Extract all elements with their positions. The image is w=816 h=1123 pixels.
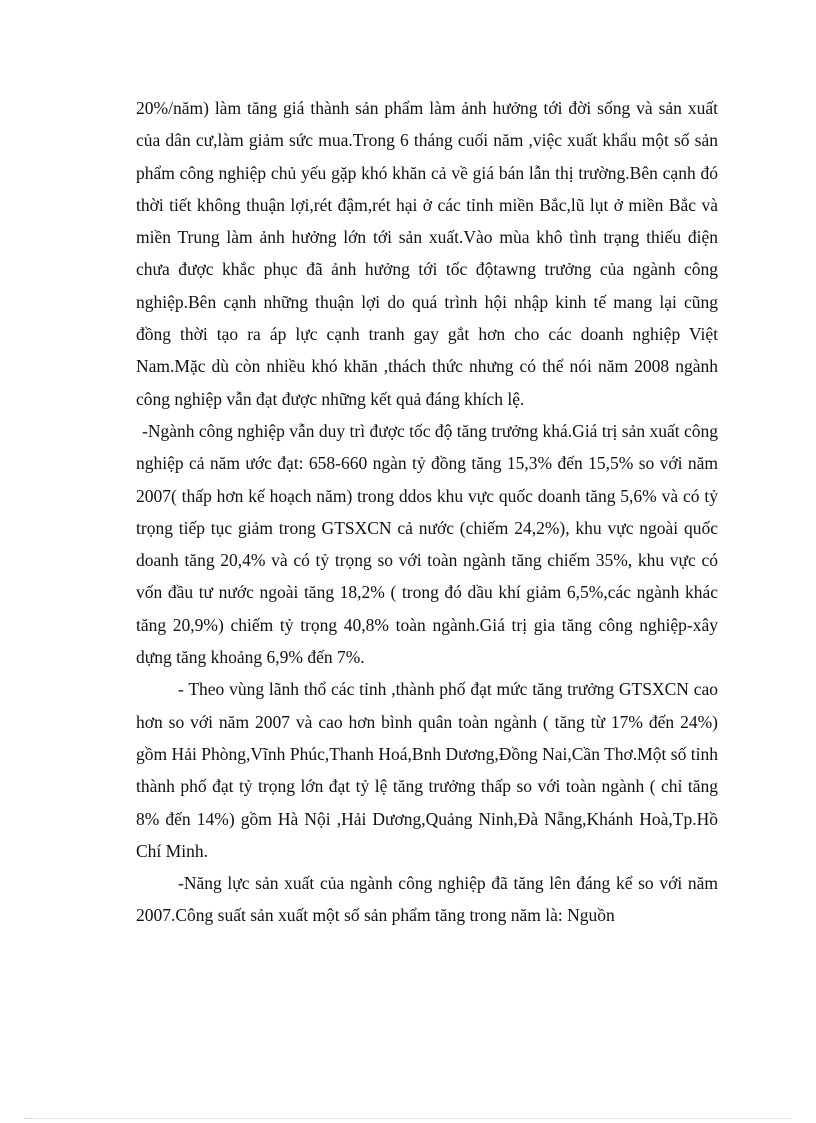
body-text (136, 92, 718, 932)
page-bottom-divider (24, 1118, 792, 1119)
paragraph-2: -Ngành công nghiệp vẫn duy trì được tốc độ tăng trưởng khá.Giá trị sản xuất công nghiệp cả năm ước đạt: 658-660 ngàn tỷ đồng tăng 15,3% đến 15,5% so với năm 2007( thấp hơn kế hoạch năm) trong ddos khu vực quốc doanh tăng 5,6% và có tỷ trọng tiếp tục giảm trong GTSXCN cả nước (chiếm 24,2%), khu vực ngoài quốc doanh tăng 20,4% và có tỷ trọng so với toàn ngành tăng chiếm 35%, khu vực có vốn đầu tư nước ngoài tăng 18,2% ( trong đó dầu khí giảm 6,5%,các ngành khác tăng 20,9%) chiếm tỷ trọng 40,8% toàn ngành.Giá trị gia tăng công nghiệp-xây dựng tăng khoảng 6,9% đến 7%. (136, 420, 718, 668)
paragraph-1: 20%/năm) làm tăng giá thành sản phẩm làm ảnh hưởng tới đời sống và sản xuất của dân cư,làm giảm sức mua.Trong 6 tháng cuối năm ,việc xuất khẩu một số sản phẩm công nghiệp chủ yếu gặp khó khăn cả về giá bán lẫn thị trường.Bên cạnh đó thời tiết không thuận lợi,rét đậm,rét hại ở các tỉnh miền Bắc,lũ lụt ở miền Bắc và miền Trung làm ảnh hưởng lớn tới sản xuất.Vào mùa khô tình trạng thiếu điện chưa được khắc phục đã ảnh hưởng tới tốc độtawng trưởng của ngành công nghiệp.Bên cạnh những thuận lợi do quá trình hội nhập kinh tế mang lại cũng đồng thời tạo ra áp lực cạnh tranh gay gắt hơn cho các doanh nghiệp Việt Nam.Mặc dù còn nhiều khó khăn ,thách thức nhưng có thể nói năm 2008 ngành công nghiệp vẫn đạt được những kết quả đáng khích lệ. (136, 98, 718, 409)
paragraph-3: - Theo vùng lãnh thổ các tỉnh ,thành phố đạt mức tăng trưởng GTSXCN cao hơn so với năm 2007 và cao hơn bình quân toàn ngành ( tăng từ 17% đến 24%) gồm Hải Phòng,Vĩnh Phúc,Thanh Hoá,Bnh Dương,Đồng Nai,Cần Thơ.Một số tỉnh thành phố đạt tỷ trọng lớn đạt tỷ lệ tăng trưởng thấp so với toàn ngành ( chỉ tăng 8% đến 14%) gồm Hà Nội ,Hải Dương,Quảng Ninh,Đà Nẵng,Khánh Hoà,Tp.Hồ Chí Minh. (136, 679, 718, 861)
paragraph-4: -Năng lực sản xuất của ngành công nghiệp đã tăng lên đáng kể so với năm 2007.Công suất sản xuất một số sản phẩm tăng trong năm là: Nguồn (136, 873, 718, 926)
